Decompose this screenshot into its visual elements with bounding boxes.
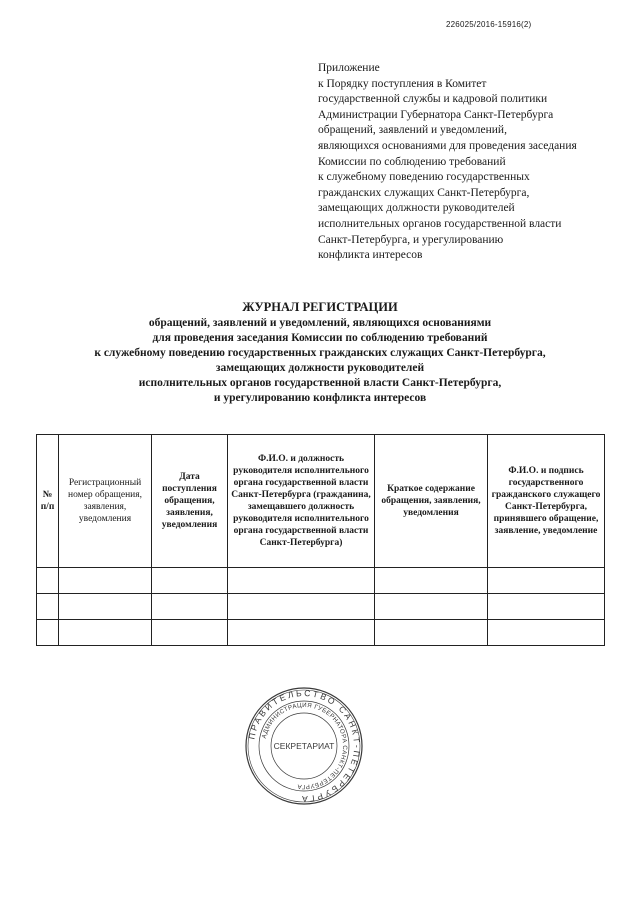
table-cell [152,568,228,594]
appendix-line: замещающих должности руководителей [318,202,515,215]
appendix-line: конфликта интересов [318,249,423,262]
table-cell [375,568,488,594]
table-cell [37,568,59,594]
appendix-header [318,61,618,264]
appendix-line: исполнительных органов государственной власти [318,217,562,230]
table-cell [37,620,59,646]
appendix-line: Приложение [318,62,380,74]
document-number: 226025/2016-15916(2) [446,20,532,29]
appendix-line: к Порядку поступления в Комитет [318,77,487,90]
journal-title: ЖУРНАЛ РЕГИСТРАЦИИ [242,300,398,314]
appendix-line: Администрации Губернатора Санкт-Петербурга [318,108,554,121]
table-cell [488,594,605,620]
table-row [37,594,605,620]
table-row [37,620,605,646]
table-cell [228,620,375,646]
journal-subtitle-line: к служебному поведению государственных гражданских служащих Санкт-Петербурга, [94,347,546,359]
column-header-summary: Краткое содержание обращения, заявления, уведомления [375,435,488,568]
registration-journal-table [36,434,605,646]
appendix-line: к служебному поведению государственных [318,171,530,184]
table-cell [59,620,152,646]
column-header-number: № п/п [37,435,59,568]
table-cell [375,594,488,620]
journal-subtitle-line: исполнительных органов государственной власти Санкт-Петербурга, [138,377,502,389]
column-header-registration-number: Регистрационный номер обращения, заявления, уведомления [59,435,152,568]
table-cell [488,568,605,594]
table-cell [152,594,228,620]
seal-center-text: СЕКРЕТАРИАТ [273,741,335,751]
column-header-receiver-signature: Ф.И.О. и подпись государственного гражданского служащего Санкт-Петербурга, принявшего обращение, заявление, уведомление [488,435,605,568]
table-cell [59,568,152,594]
table-cell [375,620,488,646]
seal-inner-text: АДМИНИСТРАЦИЯ ГУБЕРНАТОРА САНКТ-ПЕТЕРБУРГА [260,701,349,791]
appendix-line: государственной службы и кадровой политики [318,93,548,106]
table-cell [228,594,375,620]
appendix-line: обращений, заявлений и уведомлений, [318,124,507,137]
appendix-line: являющихся основаниями для проведения заседания [318,139,577,152]
table-header-row [37,435,605,568]
table-cell [37,594,59,620]
appendix-line: Санкт-Петербурга, и урегулированию [318,233,504,246]
table-cell [59,594,152,620]
journal-subtitle-line: для проведения заседания Комиссии по соблюдению требований [152,332,488,344]
column-header-receipt-date: Дата поступления обращения, заявления, уведомления [152,435,228,568]
table-row [37,568,605,594]
journal-subtitle-line: замещающих должности руководителей [215,362,425,374]
secretariat-seal [244,686,364,806]
column-header-head-name-position: Ф.И.О. и должность руководителя исполнительного органа государственной власти Санкт-Петербурга (гражданина, замещавшего должность руководителя исполнительного органа государственной власти Санкт-Петербурга) [228,435,375,568]
table-cell [488,620,605,646]
appendix-line: Комиссии по соблюдению требований [318,155,506,168]
table-cell [228,568,375,594]
journal-title-block [60,300,580,406]
journal-subtitle-line: и урегулированию конфликта интересов [213,392,427,404]
journal-subtitle-line: обращений, заявлений и уведомлений, являющихся основаниями [148,317,492,329]
table-cell [152,620,228,646]
seal-outer-text: ПРАВИТЕЛЬСТВО САНКТ-ПЕТЕРБУРГА [246,687,363,805]
appendix-line: гражданских служащих Санкт-Петербурга, [318,186,530,199]
